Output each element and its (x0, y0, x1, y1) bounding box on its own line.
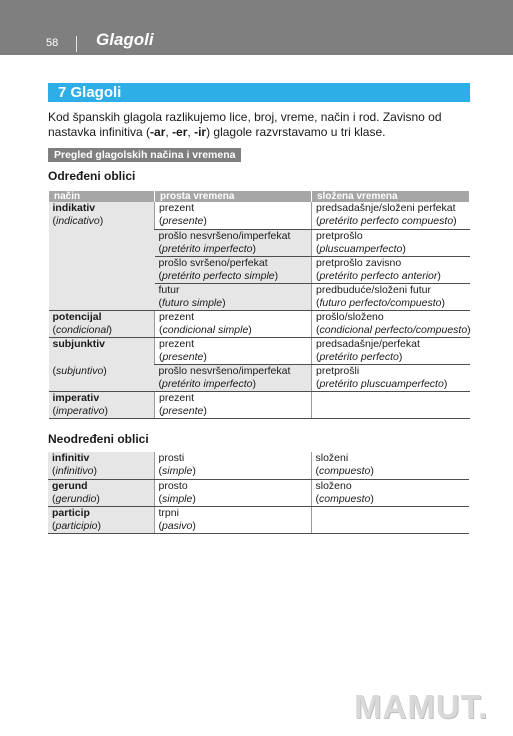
form-label: infinitiv (52, 452, 90, 464)
form-label-es: infinitivo (55, 465, 94, 477)
mood-cell-indicative: indikativ (indicativo) (49, 202, 155, 310)
tense-name: prezent (159, 391, 195, 404)
table-row (49, 310, 470, 337)
tense-name: prezent (159, 202, 195, 214)
tense-name-es: pluscuamperfecto (319, 242, 403, 255)
running-title: Glagoli (96, 30, 154, 49)
page-number: 58 (46, 37, 59, 49)
tense-name-es: pretérito perfecto compuesto (319, 215, 454, 227)
suffix-er: -er (172, 125, 188, 139)
table-row (48, 452, 469, 479)
mood-cell-conditional: potencijal (condicional) (49, 310, 155, 337)
compound-form-cell-empty (311, 506, 469, 533)
suffix-ar: -ar (150, 125, 166, 139)
tense-name-es: pretérito perfecto simple (162, 269, 275, 282)
tense-name-es: pretérito imperfecto (162, 242, 253, 255)
tense-name: prošlo nesvršeno/imperfekat (158, 364, 291, 377)
compound-tense-cell: prošlo/složeno (condicional perfecto/compuesto) (312, 310, 470, 337)
mood-label-es: imperativo (56, 404, 105, 417)
form-label: gerund (52, 479, 88, 492)
intro-line-2b: ) glagole razvrstavamo u tri klase. (206, 125, 386, 139)
chapter-title: 7 Glagoli (58, 84, 122, 101)
intro-line-1: Kod španskih glagola razlikujemo lice, broj, vreme, način i rod. Zavisno od (48, 110, 442, 124)
form-label: particip (52, 506, 90, 519)
simple-tense-cell: prošlo nesvršeno/imperfekat (pretérito imperfecto) (155, 364, 312, 391)
watermark-logo: MAMUT. (354, 688, 489, 725)
form-name: prosti (158, 452, 185, 464)
col-header-compound: složena vremena (312, 191, 470, 203)
compound-form-cell: složeni (compuesto) (311, 452, 469, 479)
mood-label: imperativ (52, 391, 100, 404)
compound-tense-cell-empty (312, 391, 470, 418)
suffix-ir: -ir (194, 125, 207, 139)
table-row (49, 391, 470, 418)
tense-name-es: presente (162, 350, 204, 363)
intro-line-2a: nastavka infinitiva ( (48, 125, 151, 139)
tense-name-es: condicional simple (162, 323, 249, 336)
mood-label-es: indicativo (56, 215, 100, 227)
compound-tense-cell: predsadašnje/perfekat (pretérito perfecto) (312, 337, 470, 364)
tense-name: pretprošli (316, 364, 360, 377)
compound-form-cell: složeno (compuesto) (311, 479, 469, 506)
form-cell-infinitive: infinitiv (infinitivo) (48, 452, 154, 479)
form-name: trpni (158, 506, 179, 519)
page-header (0, 0, 513, 55)
tense-name: prezent (159, 310, 195, 323)
mood-label: potencijal (52, 310, 102, 323)
form-name-es: simple (162, 492, 193, 505)
tense-name: pretprošlo zavisno (316, 256, 402, 269)
suffix-sep-1: , (165, 125, 173, 139)
tense-name-es: condicional perfecto/compuesto (319, 323, 468, 336)
simple-form-cell: trpni (pasivo) (154, 506, 311, 533)
tense-name: predbuduće/složeni futur (316, 283, 431, 296)
header-divider (76, 36, 77, 52)
subsection-label: Pregled glagolskih načina i vremena (48, 148, 241, 162)
form-cell-participle: particip (participio) (48, 506, 154, 533)
tense-name: prošlo/složeno (316, 310, 384, 323)
tense-name-es: presente (162, 215, 204, 227)
form-label-es: participio (55, 519, 98, 532)
finite-forms-heading: Određeni oblici (48, 169, 136, 183)
nonfinite-forms-heading: Neodređeni oblici (48, 432, 149, 446)
chapter-banner (48, 83, 470, 102)
form-name: prosto (158, 479, 188, 492)
simple-tense-cell: prošlo nesvršeno/imperfekat (pretérito imperfecto) (155, 229, 312, 256)
form-label-es: gerundio (55, 492, 97, 505)
tense-name: futur (158, 283, 180, 296)
form-name-es: compuesto (319, 492, 371, 505)
col-header-simple: prosta vremena (155, 191, 312, 203)
intro-paragraph (48, 110, 473, 140)
simple-tense-cell: futur (futuro simple) (155, 283, 312, 310)
table-header-row (49, 191, 470, 203)
simple-form-cell: prosto (simple) (154, 479, 311, 506)
tense-name-es: pretérito imperfecto (162, 377, 253, 390)
tense-name: prezent (159, 337, 195, 350)
tense-name-es: pretérito pluscuamperfecto (319, 377, 444, 390)
simple-tense-cell: prezent (presente) (155, 337, 312, 364)
mood-cell-imperative: imperativ (imperativo) (49, 391, 155, 418)
tense-name: pretprošlo (316, 229, 363, 242)
compound-tense-cell: predbuduće/složeni futur (futuro perfecto/compuesto) (312, 283, 470, 310)
table-row (49, 337, 470, 364)
table-row (49, 202, 470, 229)
form-name: složeno (315, 479, 352, 492)
tense-name-es: futuro simple (162, 296, 223, 309)
form-name-es: simple (162, 465, 193, 477)
compound-tense-cell: pretprošlo (pluscuamperfecto) (312, 229, 470, 256)
tense-name: prošlo nesvršeno/imperfekat (158, 229, 291, 242)
mood-label-es: subjuntivo (56, 364, 104, 377)
mood-label: indikativ (52, 202, 96, 214)
compound-tense-cell: pretprošlo zavisno (pretérito perfecto anterior) (312, 256, 470, 283)
finite-forms-table (48, 190, 470, 419)
tense-name-es: presente (162, 404, 204, 417)
simple-tense-cell: prezent (condicional simple) (155, 310, 312, 337)
nonfinite-forms-table (48, 452, 469, 534)
tense-name-es: pretérito perfecto anterior (319, 269, 438, 282)
form-cell-gerund: gerund (gerundio) (48, 479, 154, 506)
suffix-sep-2: , (187, 125, 195, 139)
simple-tense-cell: prezent (presente) (155, 391, 312, 418)
table-row (48, 479, 469, 506)
compound-tense-cell: predsadašnje/složeni perfekat (pretérito perfecto compuesto) (312, 202, 470, 229)
tense-name: predsadašnje/perfekat (316, 337, 420, 350)
tense-name: predsadašnje/složeni perfekat (316, 202, 456, 214)
form-name-es: compuesto (319, 465, 371, 477)
tense-name: prošlo svršeno/perfekat (158, 256, 268, 269)
simple-tense-cell: prezent (presente) (155, 202, 312, 229)
mood-cell-subjunctive: subjunktiv (subjuntivo) (49, 337, 155, 391)
simple-form-cell: prosti (simple) (154, 452, 311, 479)
tense-name-es: futuro perfecto/compuesto (319, 296, 442, 309)
mood-label: subjunktiv (52, 337, 106, 350)
compound-tense-cell: pretprošli (pretérito pluscuamperfecto) (312, 364, 470, 391)
col-header-mood: način (49, 191, 155, 203)
mood-label-es: condicional (56, 323, 109, 336)
tense-name-es: pretérito perfecto (319, 350, 399, 363)
table-row (48, 506, 469, 533)
simple-tense-cell: prošlo svršeno/perfekat (pretérito perfecto simple) (155, 256, 312, 283)
form-name-es: pasivo (162, 519, 193, 532)
form-name: složeni (315, 452, 349, 464)
